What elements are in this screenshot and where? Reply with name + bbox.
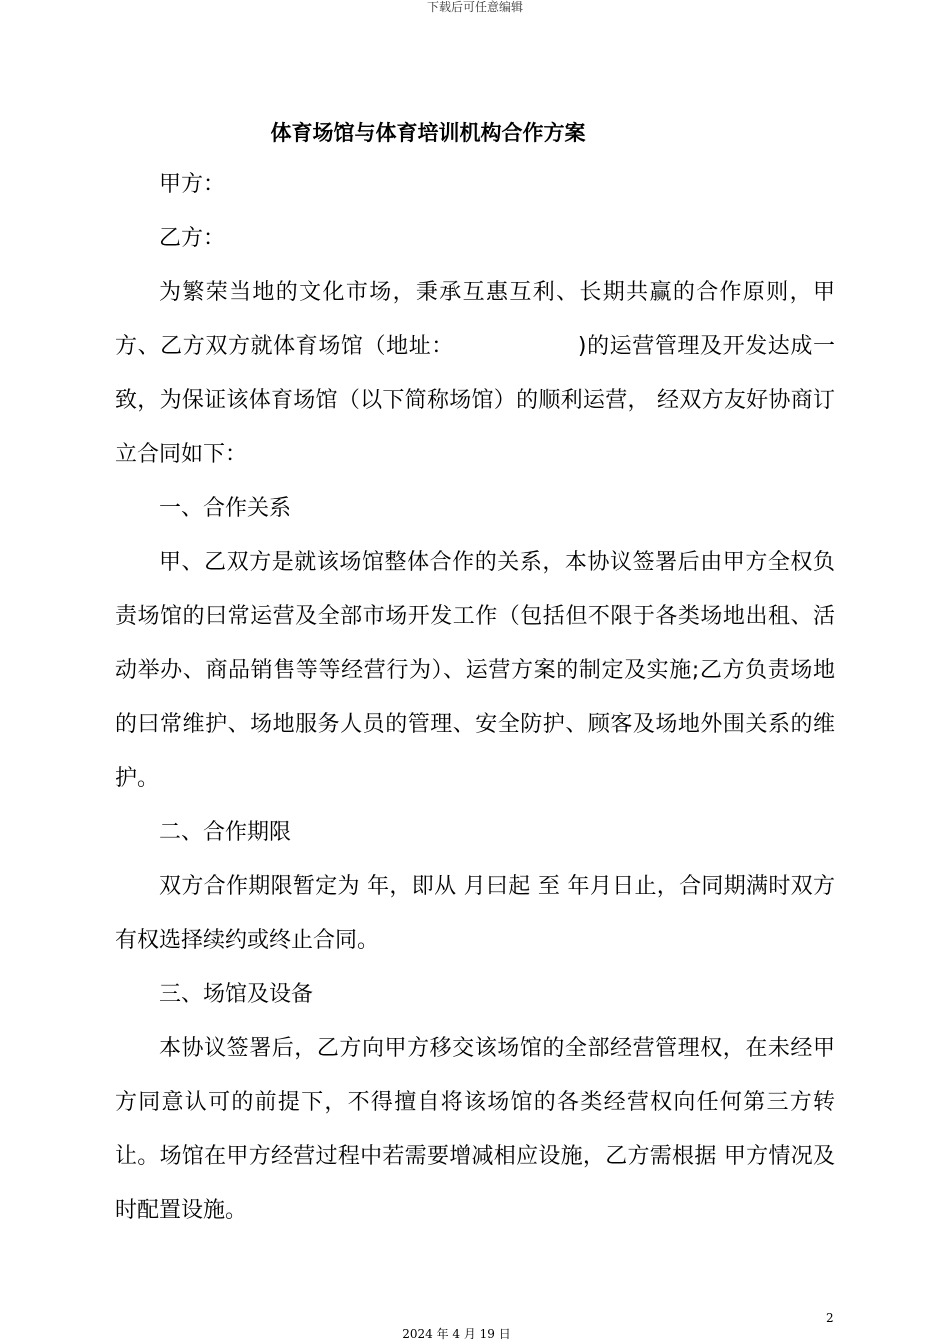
section-heading-term: 二、合作期限: [159, 820, 292, 845]
party-a-line: 甲方：: [159, 172, 226, 197]
section-text-cooperation: 甲、乙双方是就该场馆整体合作的关系，本协议签署后由甲方全权负责场馆的曰常运营及全部市场开发工作（包括但不限于各类场地出租、活动举办、商品销售等等经营行为）、运营方案的制定及实施;乙方负责场地的曰常维护、场地服务人员的管理、安全防护、顾客及场地外围关系的维护。: [115, 550, 835, 791]
header-note: 下载后可任意编辑: [426, 0, 523, 14]
document-body: [115, 158, 835, 1238]
section-heading-venue: 三、场馆及设备: [159, 982, 314, 1007]
section-text-term: 双方合作期限暂定为 年，即从 月曰起 至 年月日止，合同期满时双方有权选择续约或终止合同。: [115, 874, 835, 953]
intro-before-address: 为繁荣当地的文化市场，秉承互惠互利、长期共赢的合作原则，甲方、乙方双方就体育场馆（地址：: [115, 280, 835, 359]
party-b-line: 乙方：: [159, 226, 226, 251]
page-number: 2: [826, 1311, 834, 1325]
footer-date: 2024 年 4 月 19 日: [402, 1327, 511, 1341]
section-heading-cooperation: 一、合作关系: [159, 496, 292, 521]
document-title: 体育场馆与体育培训机构合作方案: [270, 121, 586, 145]
intro-paragraph: [115, 266, 835, 482]
section-text-venue: 本协议签署后，乙方向甲方移交该场馆的全部经营管理权，在未经甲方同意认可的前提下，不得擅自将该场馆的各类经营权向任何第三方转让。场馆在甲方经营过程中若需要增减相应设施，乙方需根据 甲方情况及时配置设施。: [115, 1036, 835, 1223]
intro-after-address: )的运营管理及开发达成一致，为保证该体育场馆（以下简称场馆）的顺利运营， 经双方友好协商订立合同如下：: [115, 334, 835, 467]
